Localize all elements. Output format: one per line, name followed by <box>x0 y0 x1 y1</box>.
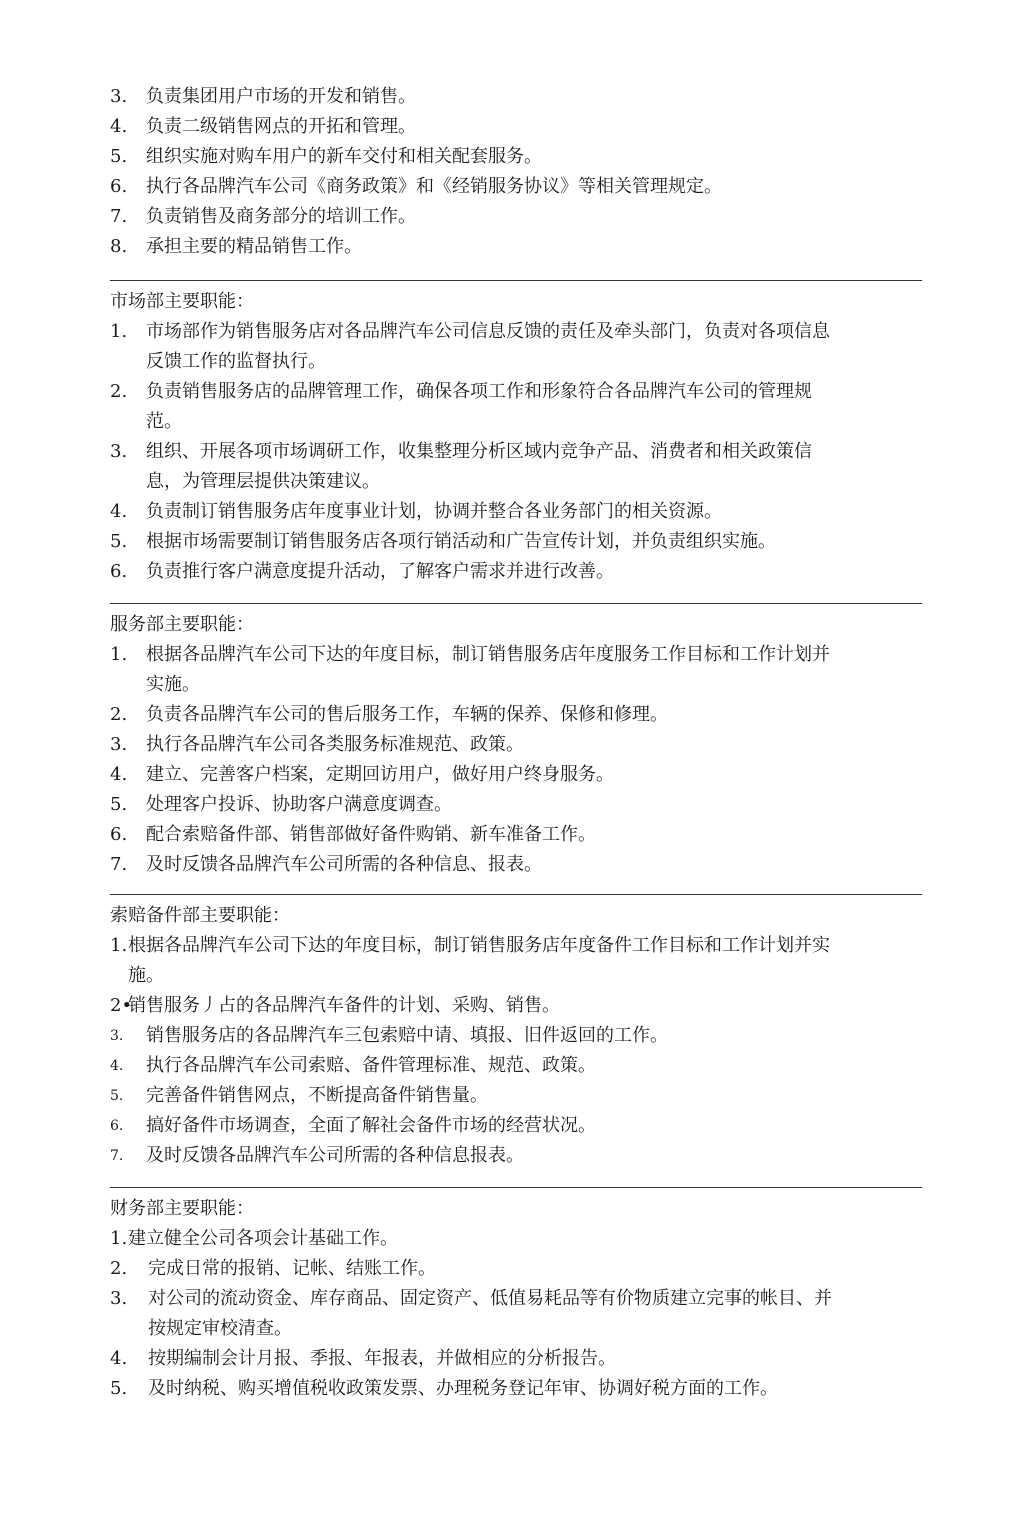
list-item <box>110 1111 922 1141</box>
item-text: 及时纳税、购买增值税收政策发票、办理税务登记年审、协调好税方面的工作。 <box>148 1378 778 1399</box>
item-text: 建立健全公司各项会计基础工作。 <box>128 1228 398 1249</box>
list-item <box>110 790 922 820</box>
item-number: 3. <box>110 441 128 462</box>
item-number: 4. <box>110 764 128 785</box>
list-item <box>110 700 922 730</box>
item-text: 负责二级销售网点的开拓和管理。 <box>146 116 416 137</box>
section-title: 财务部主要职能： <box>110 1198 254 1219</box>
list-item <box>110 1254 922 1284</box>
item-number: 8. <box>110 236 128 257</box>
list-item <box>110 820 922 850</box>
item-text: 根据市场需要制订销售服务店各项行销活动和广告宣传计划，并负责组织实施。 <box>146 531 776 552</box>
section-finance <box>110 1187 922 1404</box>
item-text: 处理客户投诉、协助客户满意度调查。 <box>146 794 452 815</box>
item-number: 3. <box>110 1028 124 1044</box>
list-item <box>110 82 922 112</box>
item-number: 6. <box>110 824 128 845</box>
item-text: 完善备件销售网点，不断提高备件销售量。 <box>146 1085 488 1106</box>
item-text: 负责制订销售服务店年度事业计划，协调并整合各业务部门的相关资源。 <box>146 501 722 522</box>
item-number: 2. <box>110 1258 128 1279</box>
list-item <box>110 850 922 880</box>
list-item <box>110 557 922 587</box>
item-number: 3. <box>110 734 128 755</box>
list-item <box>110 527 922 557</box>
item-text: 及时反馈各品牌汽车公司所需的各种信息、报表。 <box>146 854 542 875</box>
item-text: 按期编制会计月报、季报、年报表，并做相应的分析报告。 <box>148 1348 616 1369</box>
item-text: 承担主要的精品销售工作。 <box>146 236 362 257</box>
list-item <box>110 112 922 142</box>
item-number: 4. <box>110 501 128 522</box>
item-number: 5. <box>110 794 128 815</box>
item-text: 配合索赔备件部、销售部做好备件购销、新车准备工作。 <box>146 824 596 845</box>
item-number: 4. <box>110 116 128 137</box>
item-number: 4. <box>110 1058 124 1074</box>
item-text: 负责销售及商务部分的培训工作。 <box>146 206 416 227</box>
item-text: 及时反馈各品牌汽车公司所需的各种信息报表。 <box>146 1145 524 1166</box>
item-text: 组织、开展各项市场调研工作，收集整理分析区域内竞争产品、消费者和相关政策信息，为管理层提供决策建议。 <box>146 441 812 492</box>
section-marketing <box>110 280 922 587</box>
item-number: 3. <box>110 1288 128 1309</box>
item-text: 销售服务丿占的各品牌汽车备件的计划、采购、销售。 <box>128 995 560 1016</box>
list-item <box>110 1284 922 1344</box>
item-text: 组织实施对购车用户的新车交付和相关配套服务。 <box>146 146 542 167</box>
list-item <box>110 232 922 262</box>
item-text <box>128 931 848 991</box>
item-text: 执行各品牌汽车公司《商务政策》和《经销服务协议》等相关管理规定。 <box>146 176 722 197</box>
list-item <box>110 640 922 700</box>
item-number: 7. <box>110 854 128 875</box>
list-item <box>110 497 922 527</box>
item-text: 建立、完善客户档案，定期回访用户，做好用户终身服务。 <box>146 764 614 785</box>
list-item <box>110 730 922 760</box>
item-text: 根据各品牌汽车公司下达的年度目标，制订销售服务店年度服务工作目标和工作计划并实施。 <box>146 644 830 695</box>
list-item <box>110 760 922 790</box>
list-item <box>110 317 922 377</box>
item-number: 6. <box>110 1118 124 1134</box>
document-page <box>110 82 922 1404</box>
item-text: 搞好备件市场调查，全面了解社会备件市场的经营状况。 <box>146 1115 596 1136</box>
list-item <box>110 437 922 497</box>
item-text: 执行各品牌汽车公司各类服务标准规范、政策。 <box>146 734 524 755</box>
section-service <box>110 603 922 880</box>
list-item <box>110 931 922 991</box>
item-number: 4. <box>110 1348 128 1369</box>
section-claims-parts <box>110 894 922 1171</box>
item-text: 负责集团用户市场的开发和销售。 <box>146 86 416 107</box>
section-title: 服务部主要职能： <box>110 614 254 635</box>
list-item <box>110 1141 922 1171</box>
item-number: 5. <box>110 1378 128 1399</box>
item-number: 3. <box>110 86 128 107</box>
section-sales-continued <box>110 82 922 262</box>
list-item <box>110 202 922 232</box>
item-text: 市场部作为销售服务店对各品牌汽车公司信息反馈的责任及牵头部门，负责对各项信息反馈工作的监督执行。 <box>146 321 830 372</box>
item-text: 完成日常的报销、记帐、结账工作。 <box>148 1258 436 1279</box>
item-text: 销售服务店的各品牌汽车三包索赔中请、填报、旧件返回的工作。 <box>146 1025 668 1046</box>
section-title: 市场部主要职能： <box>110 291 254 312</box>
item-number: 6. <box>110 176 128 197</box>
item-number: 2. <box>110 381 128 402</box>
item-number: 1. <box>110 1228 128 1249</box>
section-title: 索赔备件部主要职能： <box>110 905 290 926</box>
list-item <box>110 1344 922 1374</box>
item-number: 5. <box>110 1088 124 1104</box>
item-number: 1. <box>110 935 128 956</box>
item-number: 6. <box>110 561 128 582</box>
item-text: 负责推行客户满意度提升活动，了解客户需求并进行改善。 <box>146 561 614 582</box>
list-item <box>110 142 922 172</box>
list-item <box>110 1051 922 1081</box>
item-number: 5. <box>110 146 128 167</box>
list-item <box>110 991 922 1021</box>
list-item <box>110 1374 922 1404</box>
item-number: 5. <box>110 531 128 552</box>
item-text: 负责各品牌汽车公司的售后服务工作，车辆的保养、保修和修理。 <box>146 704 668 725</box>
item-number: 7. <box>110 1148 124 1164</box>
list-item <box>110 172 922 202</box>
item-text-content: 根据各品牌汽车公司下达的年度目标，制订销售服务店年度备件工作目标和工作计划并实施。 <box>128 935 830 986</box>
list-item <box>110 1021 922 1051</box>
list-item <box>110 377 922 437</box>
item-number: 2• <box>110 995 133 1016</box>
item-text: 执行各品牌汽车公司索赔、备件管理标准、规范、政策。 <box>146 1055 596 1076</box>
item-number: 1. <box>110 644 128 665</box>
item-number: 7. <box>110 206 128 227</box>
item-text: 对公司的流动资金、库存商品、固定资产、低值易耗品等有价物质建立完事的帐目、并按规定审校清查。 <box>148 1288 832 1339</box>
item-text: 负责销售服务店的品牌管理工作，确保各项工作和形象符合各品牌汽车公司的管理规范。 <box>146 381 812 432</box>
list-item <box>110 1081 922 1111</box>
item-number: 1. <box>110 321 128 342</box>
list-item <box>110 1224 922 1254</box>
item-number: 2. <box>110 704 128 725</box>
